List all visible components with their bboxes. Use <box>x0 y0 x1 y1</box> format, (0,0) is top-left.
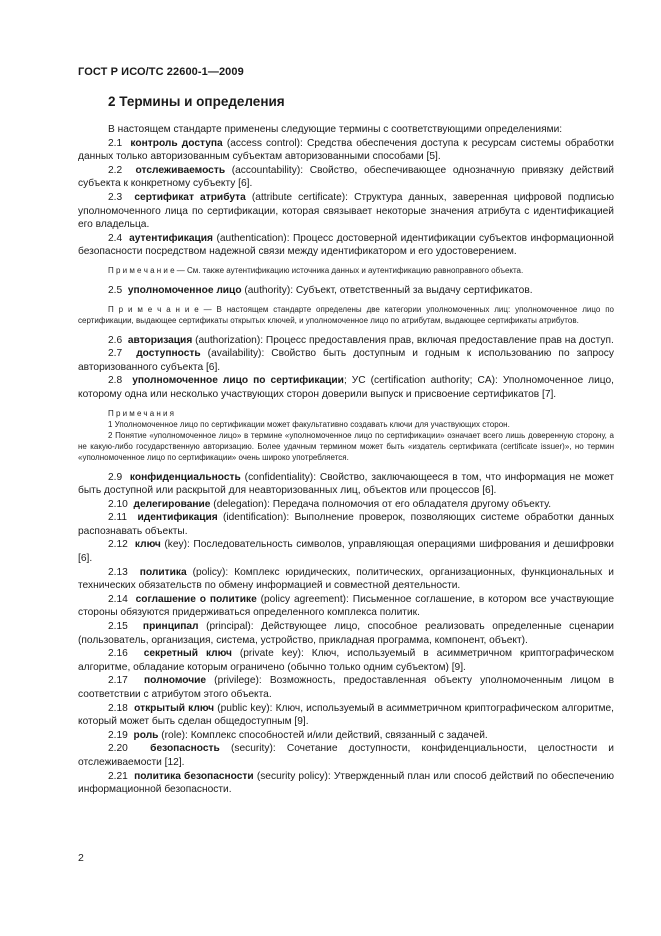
notes-block <box>78 408 614 463</box>
document-body <box>78 123 614 797</box>
term-entry: 2.20 безопасность (security): Сочетание доступности, конфиденциальности, целостности и отслеживаемости [12]. <box>78 743 614 768</box>
term-entry: 2.21 политика безопасности (security policy): Утвержденный план или способ действий по обеспечению информационной безопасности. <box>78 770 614 796</box>
term-entry: 2.14 соглашение о политике (policy agreement): Письменное соглашение, в котором все участвующие стороны обязуются придерживаться определенного комплекса политик. <box>78 593 614 619</box>
section-title: 2 Термины и определения <box>108 94 285 109</box>
term-entry: 2.9 конфиденциальность (confidentiality): Свойство, заключающееся в том, что информация не может быть доступной или раскрытой для неавторизованных лиц, объектов или процессов [6]. <box>78 471 615 497</box>
page-number: 2 <box>78 852 84 864</box>
term-entry: 2.17 полномочие (privilege): Возможность, предоставленная объекту уполномоченным лицом в соответствии с атрибутом этого объекта. <box>78 675 614 700</box>
notes-heading: Примечания <box>108 408 177 418</box>
term-entry: 2.2 отслеживаемость (accountability): Свойство, обеспечивающее однозначную привязку действий субъекта к конкретному субъекту [6]. <box>78 164 614 190</box>
term-entry: 2.13 политика (policy): Комплекс юридических, политических, организационных, функциональных и технических обязательств по обмену информацией и совместной деятельности. <box>78 566 614 592</box>
note: П р и м е ч а н и е — См. также аутентификацию источника данных и аутентификацию равноправного объекта. <box>108 265 524 275</box>
term-entry: 2.3 сертификат атрибута (attribute certificate): Структура данных, заверенная цифровой подписью уполномоченного лица по сертификации, которая связывает некоторые значения атрибута с идентификацией его владельца. <box>78 191 614 231</box>
term-entry: 2.19 роль (role): Комплекс способностей и/или действий, связанный с задачей. <box>108 729 488 741</box>
term-entry: 2.16 секретный ключ (private key): Ключ, используемый в асимметричном криптографическом алгоритме, обладание которым ограничено (обычно только одним субъектом) [9]. <box>78 648 614 673</box>
document-header: ГОСТ Р ИСО/ТС 22600-1—2009 <box>78 66 244 78</box>
term-entry: 2.7 доступность (availability): Свойство быть доступным и годным к использованию по запросу авторизованного субъекта [6]. <box>78 348 614 373</box>
term-entry: 2.11 идентификация (identification): Выполнение проверок, позволяющих системе обработки данных распознавать объекты. <box>78 512 614 537</box>
note: П р и м е ч а н и е — В настоящем стандарте определены две категории уполномоченных лиц: уполномоченное лицо по сертификации, выдающее сертификаты открытых ключей, и уполномоченное лицо по атрибутам, выдающее сертификаты атрибутов. <box>78 304 614 325</box>
term-entry: 2.15 принципал (principal): Действующее лицо, способное реализовать определенные сценарии (пользователь, организация, система, устройство, прикладная программа, компонент, объект). <box>78 621 614 646</box>
term-entry: 2.4 аутентификация (authentication): Процесс достоверной идентификации субъектов информационной безопасности посредством надежной связи между идентификатором и его удостоверением. <box>78 232 614 258</box>
note-item: 1 Уполномоченное лицо по сертификации может факультативно создавать ключи для участвующих сторон. <box>108 419 510 429</box>
intro-paragraph: В настоящем стандарте применены следующие термины с соответствующими определениями: <box>108 124 563 135</box>
term-entry: 2.12 ключ (key): Последовательность символов, управляющая операциями шифрования и дешифровки [6]. <box>78 539 614 565</box>
term-entry: 2.1 контроль доступа (access control): Средства обеспечения доступа к ресурсам системы обработки данных только авторизованным субъектам авторизованными способами [5]. <box>78 137 614 163</box>
term-entry: 2.6 авторизация (authorization): Процесс предоставления прав, включая предоставление прав на доступ. <box>108 334 614 346</box>
term-entry: 2.18 открытый ключ (public key): Ключ, используемый в асимметричном криптографическом алгоритме, который может быть сделан общедоступным [9]. <box>78 702 615 728</box>
note-item: 2 Понятие «уполномоченное лицо» в термине «уполномоченное лицо по сертификации» означает всего лишь доверенную сторону, а не какую-либо государственную авторизацию. Более удачным термином может быть «издатель сертификата (certificate issuer)», но термин «уполномоченное лицо по сертификации» очень широко употребляется. <box>78 430 614 462</box>
term-entry: 2.8 уполномоченное лицо по сертификации; УС (certification authority; CA): Уполномоченное лицо, которому одна или несколько участвующих сторон доверили выпуск и присвоение сертификатов [7]. <box>78 375 614 400</box>
term-entry: 2.10 делегирование (delegation): Передача полномочия от его обладателя другому объекту. <box>108 498 552 510</box>
term-entry: 2.5 уполномоченное лицо (authority): Субъект, ответственный за выдачу сертификатов. <box>108 284 533 296</box>
